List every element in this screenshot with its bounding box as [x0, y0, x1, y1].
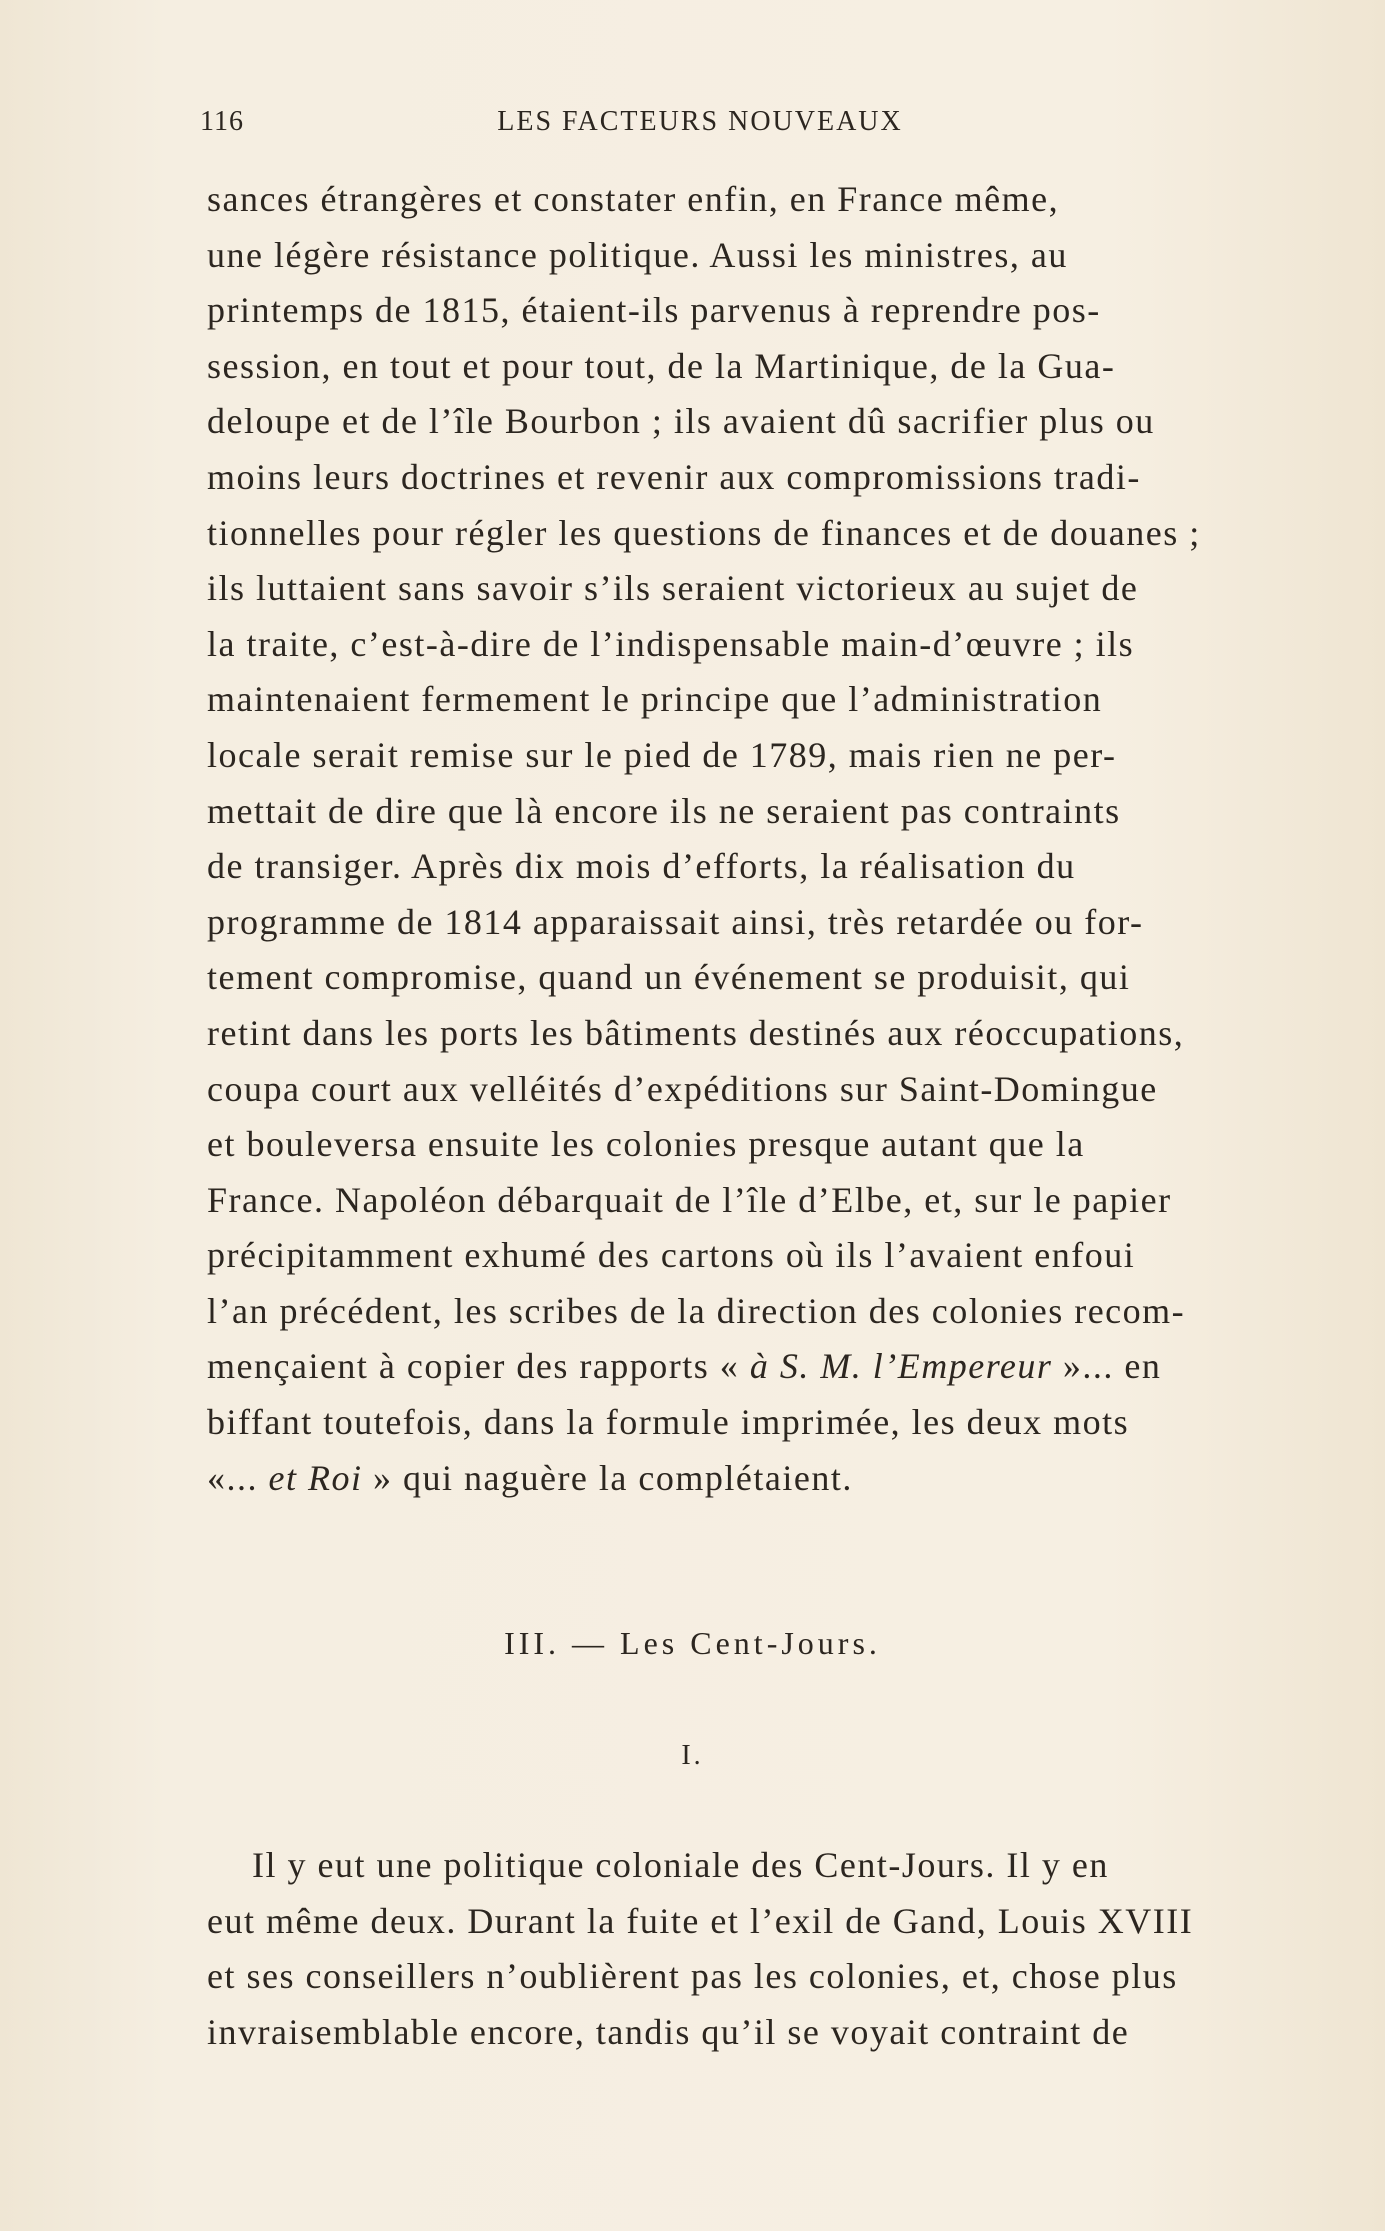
italic-segment: à S. M. l’Empereur: [749, 1346, 1053, 1387]
section-heading: III. — Les Cent-Jours.: [504, 1625, 881, 1661]
text-line: l’an précédent, les scribes de la direction des colonies recom-: [207, 1290, 1186, 1331]
text-segment: «...: [207, 1457, 269, 1498]
text-line: deloupe et de l’île Bourbon ; ils avaient dû sacrifier plus ou: [207, 401, 1155, 442]
text-line-with-italic: [207, 1339, 1357, 1395]
paragraph-2: [207, 1838, 1357, 2060]
text-line: printemps de 1815, étaient-ils parvenus à reprendre pos-: [207, 290, 1101, 331]
text-line: maintenaient fermement le principe que l’administration: [207, 679, 1103, 720]
text-line: une légère résistance politique. Aussi les ministres, au: [207, 234, 1068, 275]
text-line: coupa court aux velléités d’expéditions sur Saint-Domingue: [207, 1068, 1158, 1109]
text-line: moins leurs doctrines et revenir aux compromissions tradi-: [207, 456, 1141, 497]
text-line: tionnelles pour régler les questions de finances et de douanes ;: [207, 512, 1201, 553]
text-segment: »... en: [1052, 1346, 1162, 1387]
text-line: précipitamment exhumé des cartons où ils l’avaient enfoui: [207, 1235, 1136, 1276]
text-line: biffant toutefois, dans la formule imprimée, les deux mots: [207, 1402, 1130, 1443]
text-line: tement compromise, quand un événement se produisit, qui: [207, 957, 1131, 998]
text-line: sances étrangères et constater enfin, en France même,: [207, 179, 1060, 219]
text-line: ils luttaient sans savoir s’ils seraient victorieux au sujet de: [207, 568, 1139, 609]
running-title: LES FACTEURS NOUVEAUX: [497, 106, 903, 137]
paragraph-1: [207, 172, 1357, 1506]
text-line: et ses conseillers n’oublièrent pas les colonies, et, chose plus: [207, 1956, 1178, 1997]
text-line: et bouleversa ensuite les colonies presque autant que la: [207, 1124, 1085, 1165]
text-line: eut même deux. Durant la fuite et l’exil de Gand, Louis XVIII: [207, 1900, 1194, 1941]
text-segment: mençaient à copier des rapports «: [207, 1346, 750, 1387]
text-segment: » qui naguère la complétaient.: [362, 1457, 853, 1498]
text-line: invraisemblable encore, tandis qu’il se voyait contraint de: [207, 2011, 1130, 2052]
text-line: session, en tout et pour tout, de la Martinique, de la Gua-: [207, 345, 1116, 386]
text-line: retint dans les ports les bâtiments destinés aux réoccupations,: [207, 1012, 1185, 1053]
text-line-with-italic: [207, 1451, 1357, 1507]
text-line: la traite, c’est-à-dire de l’indispensable main-d’œuvre ; ils: [207, 623, 1135, 664]
page-header: [200, 106, 1200, 146]
page-number: 116: [200, 106, 244, 137]
text-line: mettait de dire que là encore ils ne seraient pas contraints: [207, 790, 1121, 831]
text-line: locale serait remise sur le pied de 1789, mais rien ne per-: [207, 734, 1117, 775]
text-line: programme de 1814 apparaissait ainsi, très retardée ou for-: [207, 901, 1144, 942]
subsection-number: I.: [681, 1740, 704, 1771]
text-line: de transiger. Après dix mois d’efforts, la réalisation du: [207, 846, 1076, 887]
text-line: Il y eut une politique coloniale des Cent-Jours. Il y en: [252, 1845, 1109, 1885]
text-line: France. Napoléon débarquait de l’île d’Elbe, et, sur le papier: [207, 1179, 1172, 1220]
italic-segment: et Roi: [268, 1457, 363, 1498]
